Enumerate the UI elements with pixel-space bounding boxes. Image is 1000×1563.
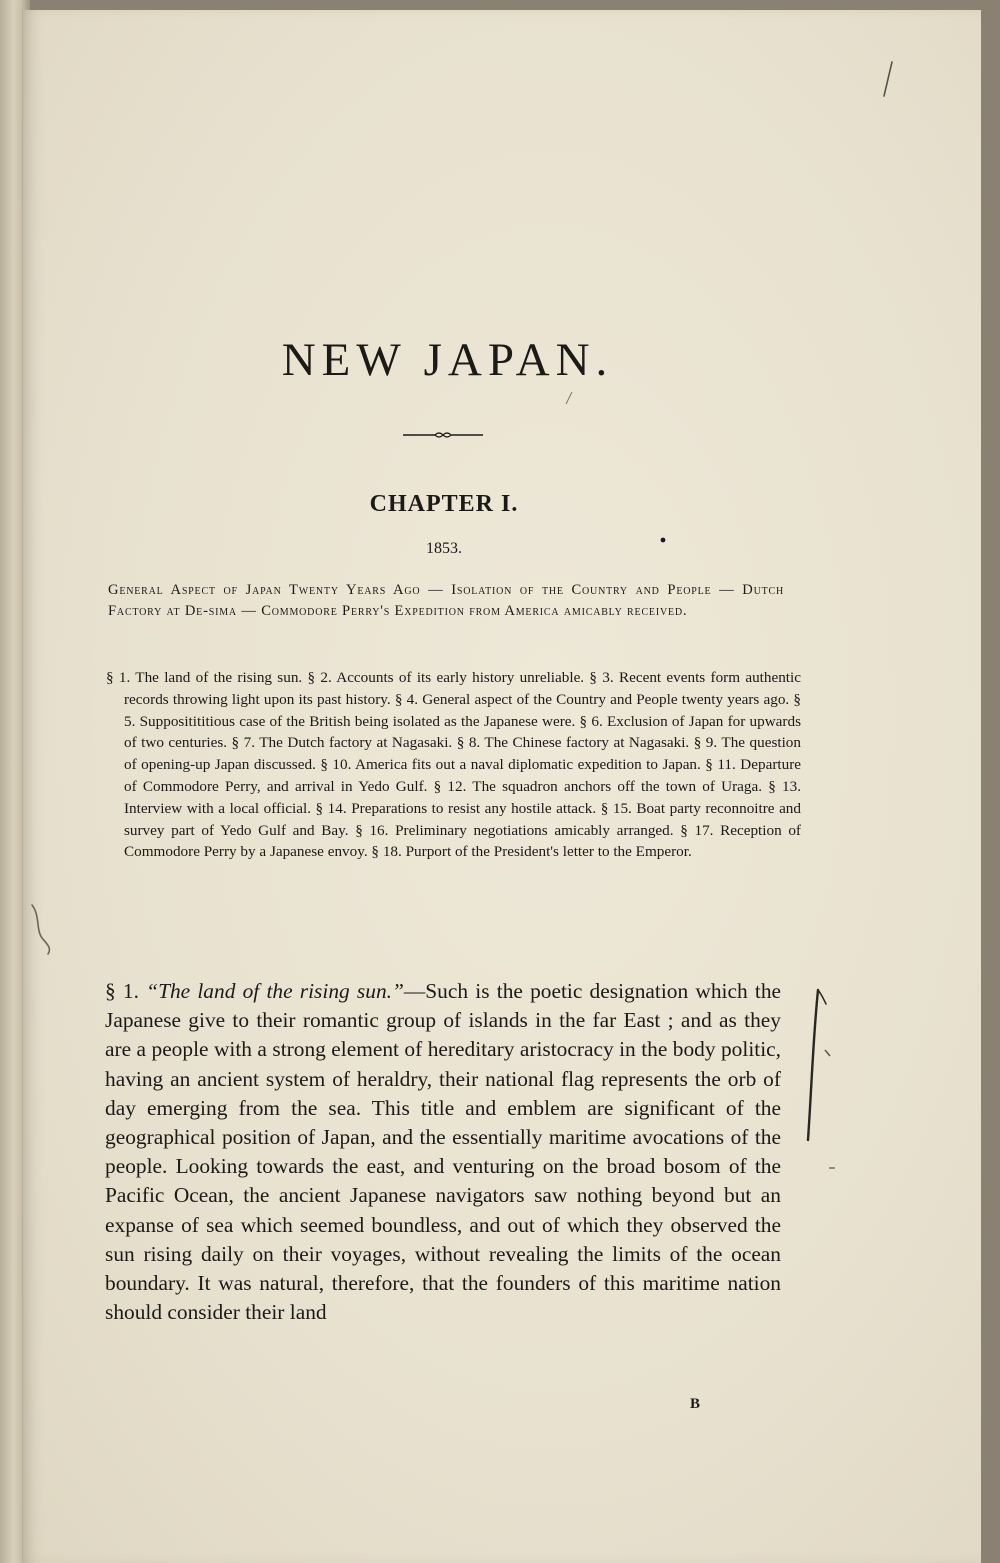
chapter-argument: General Aspect of Japan Twenty Years Ago — Isolation of the Country and People — Dutch Factory at De-sima — Commodore Perry's Expedition from America amicably received. <box>108 582 784 619</box>
paragraph-text: —Such is the poetic designation which the Japanese give to their romantic group of islands in the far East ; and as they are a people with a strong element of hereditary aristocracy in the body politic, having an ancient system of heraldry, their national flag represents the orb of day emerging from the sea. This title and emblem are significant of the geographical position of Japan, and the essentially maritime avocations of the people. Looking towards the east, and venturing on the broad bosom of the Pacific Ocean, the ancient Japanese navigators saw nothing beyond but an expanse of sea which seemed boundless, and out of which they observed the sun rising daily on their voyages, without revealing the limits of the ocean boundary. It was natural, therefore, that the founders of this maritime nation should consider their land <box>105 979 782 1325</box>
section-summary: § 1. The land of the rising sun. § 2. Accounts of its early history unreliable. § 3. Recent events form authentic records throwing light upon its past history. § 4. General aspect of the Country and People twenty years ago. § 5. Suppositititious case of the British being isolated as the Japanese were. § 6. Exclusion of Japan for upwards of two centuries. § 7. The Dutch factory at Nagasaki. § 8. The Chinese factory at Nagasaki. § 9. The question of opening-up Japan discussed. § 10. America fits out a naval diplomatic expedition to Japan. § 11. Departure of Commodore Perry, and arrival in Yedo Gulf. § 12. The squadron anchors off the town of Uraga. § 13. Interview with a local official. § 14. Preparations to resist any hostile attack. § 15. Boat party reconnoitre and survey part of Yedo Gulf and Bay. § 16. Preliminary negotiations amicably arranged. § 17. Reception of Commodore Perry by a Japanese envoy. § 18. Purport of the President's letter to the Emperor. <box>106 669 801 861</box>
chapter-year: 1853. <box>426 540 462 557</box>
body-paragraph <box>105 977 781 1327</box>
title-ornament-rule <box>403 428 483 442</box>
book-title: NEW JAPAN. <box>281 334 614 386</box>
section-number: § 1. <box>105 979 139 1003</box>
opening-quote: “The land of the rising sun.” <box>146 979 404 1003</box>
chapter-heading: CHAPTER I. <box>369 491 519 517</box>
signature-mark: B <box>690 1396 701 1412</box>
